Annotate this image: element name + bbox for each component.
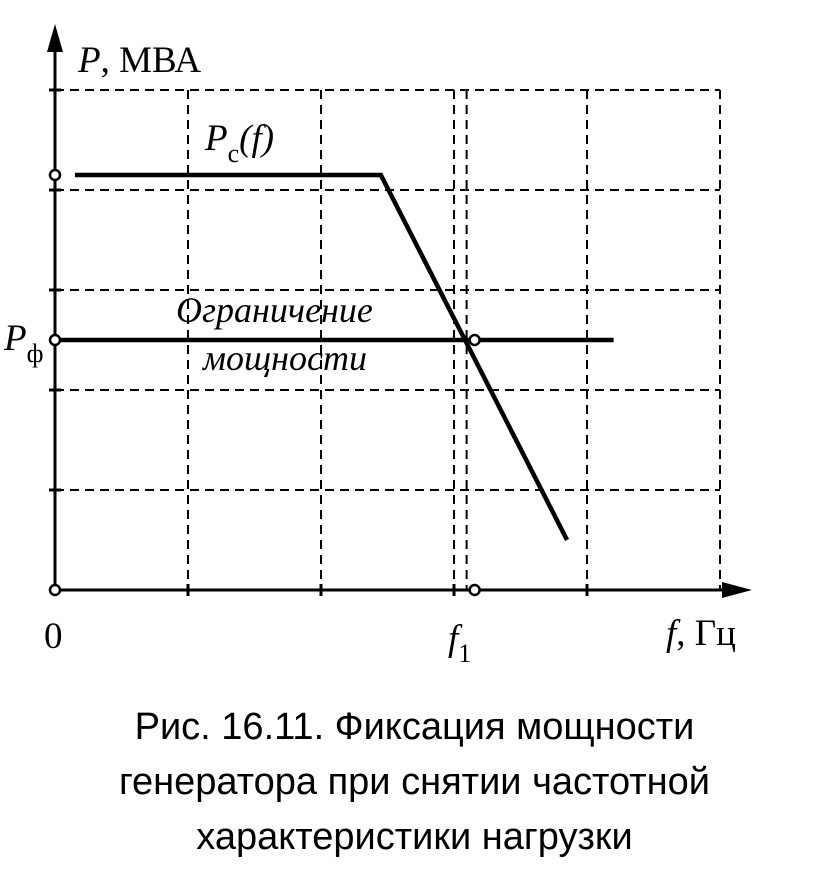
x-tick-label-f1: $f_1$ [448,618,472,668]
caption-line-3: характеристики нагрузки [196,816,633,858]
y-tick-label-p-phi: $P_ф$ [4,318,44,368]
series-label-limit-line1: Ограничение [176,290,373,330]
y-marker-0 [50,335,60,345]
y-axis-arrow [47,24,63,52]
series-label-pc: $P_с(f)$ [205,118,275,168]
origin-marker [50,585,60,595]
y-marker-pc [50,170,60,180]
x-marker-0 [470,585,480,595]
markers [50,170,480,595]
series-label-limit-line2: мощности [203,338,367,378]
axes [47,24,752,598]
intersection-marker-0 [470,335,480,345]
y-axis-label: P, МВА [78,40,202,81]
caption-line-1: Рис. 16.11. Фиксация мощности [134,706,695,748]
x-axis-label: f, Гц [666,613,736,654]
caption-line-2: генератора при снятии частотной [118,761,711,803]
x-axis-arrow [722,582,752,598]
origin-label: 0 [44,616,63,657]
figure-caption [0,700,829,865]
